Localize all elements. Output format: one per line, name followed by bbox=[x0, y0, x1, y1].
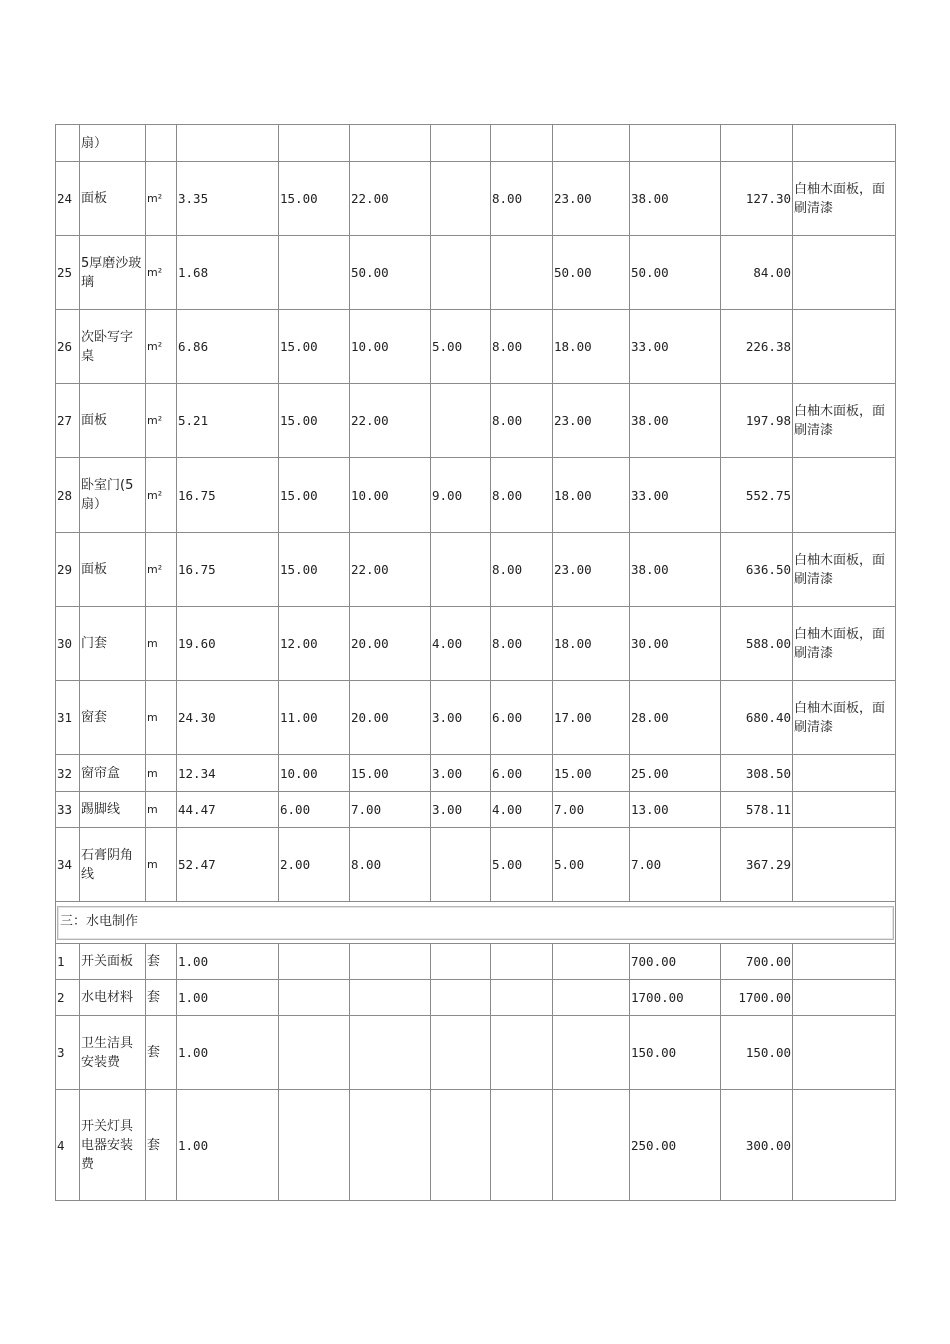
cell-no: 30 bbox=[56, 607, 80, 681]
cell-price: 25.00 bbox=[630, 755, 721, 792]
cell-c3 bbox=[431, 162, 491, 236]
cell-c4: 8.00 bbox=[491, 162, 553, 236]
cell-price: 30.00 bbox=[630, 607, 721, 681]
cell-qty: 16.75 bbox=[177, 533, 279, 607]
cell-price: 150.00 bbox=[630, 1016, 721, 1090]
cell-c3 bbox=[431, 1016, 491, 1090]
cell-price: 33.00 bbox=[630, 458, 721, 533]
cell-total: 300.00 bbox=[721, 1090, 793, 1201]
cell-c1: 15.00 bbox=[279, 310, 350, 384]
cell-c1: 10.00 bbox=[279, 755, 350, 792]
cell-total: 578.11 bbox=[721, 792, 793, 828]
cell-total: 588.00 bbox=[721, 607, 793, 681]
cell-c2: 20.00 bbox=[350, 681, 431, 755]
cell-qty: 1.00 bbox=[177, 1090, 279, 1201]
cell-unit: m² bbox=[146, 533, 177, 607]
cell-c3 bbox=[431, 980, 491, 1016]
cell-unit: m² bbox=[146, 458, 177, 533]
cell-c2: 22.00 bbox=[350, 533, 431, 607]
cell-c2: 22.00 bbox=[350, 384, 431, 458]
cell-total: 367.29 bbox=[721, 828, 793, 902]
cell-qty: 12.34 bbox=[177, 755, 279, 792]
cell-c1: 6.00 bbox=[279, 792, 350, 828]
cell-c5 bbox=[553, 1090, 630, 1201]
cell-price bbox=[630, 125, 721, 162]
cell-c5 bbox=[553, 980, 630, 1016]
table-row bbox=[56, 162, 896, 236]
cell-c1 bbox=[279, 125, 350, 162]
cell-total: 680.40 bbox=[721, 681, 793, 755]
cell-c5: 17.00 bbox=[553, 681, 630, 755]
cell-total: 84.00 bbox=[721, 236, 793, 310]
cell-c5 bbox=[553, 944, 630, 980]
table-row bbox=[56, 980, 896, 1016]
cell-c4: 8.00 bbox=[491, 607, 553, 681]
cell-total: 700.00 bbox=[721, 944, 793, 980]
cell-c4: 4.00 bbox=[491, 792, 553, 828]
cell-c2 bbox=[350, 944, 431, 980]
cell-name: 面板 bbox=[80, 162, 146, 236]
cell-note bbox=[793, 236, 896, 310]
cell-unit: m bbox=[146, 828, 177, 902]
table-row bbox=[56, 125, 896, 162]
cell-c2 bbox=[350, 1016, 431, 1090]
cell-total: 636.50 bbox=[721, 533, 793, 607]
cell-qty: 1.00 bbox=[177, 1016, 279, 1090]
cell-no: 29 bbox=[56, 533, 80, 607]
cell-unit: 套 bbox=[146, 944, 177, 980]
cell-c4 bbox=[491, 236, 553, 310]
cell-name: 面板 bbox=[80, 533, 146, 607]
table-row bbox=[56, 310, 896, 384]
cell-c2: 10.00 bbox=[350, 310, 431, 384]
cell-c2 bbox=[350, 125, 431, 162]
cell-total: 308.50 bbox=[721, 755, 793, 792]
cell-c2: 15.00 bbox=[350, 755, 431, 792]
cell-unit bbox=[146, 125, 177, 162]
cell-price: 38.00 bbox=[630, 384, 721, 458]
cell-c5 bbox=[553, 1016, 630, 1090]
cell-qty: 19.60 bbox=[177, 607, 279, 681]
cell-note bbox=[793, 755, 896, 792]
table-row bbox=[56, 458, 896, 533]
cell-price: 7.00 bbox=[630, 828, 721, 902]
cell-c3 bbox=[431, 1090, 491, 1201]
cell-c1: 15.00 bbox=[279, 384, 350, 458]
cell-name: 开关面板 bbox=[80, 944, 146, 980]
cell-c3 bbox=[431, 533, 491, 607]
cell-qty: 1.68 bbox=[177, 236, 279, 310]
cell-note bbox=[793, 828, 896, 902]
table-row bbox=[56, 384, 896, 458]
cell-c2: 8.00 bbox=[350, 828, 431, 902]
cell-c2 bbox=[350, 1090, 431, 1201]
cell-note: 白柚木面板，面刷清漆 bbox=[793, 607, 896, 681]
cell-c1 bbox=[279, 236, 350, 310]
cell-price: 250.00 bbox=[630, 1090, 721, 1201]
cell-note: 白柚木面板，面刷清漆 bbox=[793, 533, 896, 607]
cell-price: 28.00 bbox=[630, 681, 721, 755]
table-row bbox=[56, 792, 896, 828]
cell-unit: m² bbox=[146, 236, 177, 310]
cell-unit: m bbox=[146, 681, 177, 755]
cell-price: 700.00 bbox=[630, 944, 721, 980]
cell-c5: 23.00 bbox=[553, 162, 630, 236]
table-row bbox=[56, 236, 896, 310]
cell-c5: 5.00 bbox=[553, 828, 630, 902]
cell-c5: 18.00 bbox=[553, 310, 630, 384]
cell-unit: 套 bbox=[146, 1016, 177, 1090]
cell-no: 31 bbox=[56, 681, 80, 755]
cell-price: 50.00 bbox=[630, 236, 721, 310]
cell-name: 门套 bbox=[80, 607, 146, 681]
cell-c5: 18.00 bbox=[553, 458, 630, 533]
cell-qty: 1.00 bbox=[177, 944, 279, 980]
cell-no: 3 bbox=[56, 1016, 80, 1090]
cell-name: 窗帘盒 bbox=[80, 755, 146, 792]
cell-no: 2 bbox=[56, 980, 80, 1016]
cell-c2: 10.00 bbox=[350, 458, 431, 533]
cell-c3: 9.00 bbox=[431, 458, 491, 533]
cell-c5: 50.00 bbox=[553, 236, 630, 310]
cell-c2: 7.00 bbox=[350, 792, 431, 828]
cell-qty: 52.47 bbox=[177, 828, 279, 902]
cell-qty: 1.00 bbox=[177, 980, 279, 1016]
cell-no: 33 bbox=[56, 792, 80, 828]
table-row bbox=[56, 944, 896, 980]
cell-c5: 7.00 bbox=[553, 792, 630, 828]
cell-c1: 15.00 bbox=[279, 458, 350, 533]
cell-note bbox=[793, 310, 896, 384]
cell-c1 bbox=[279, 1090, 350, 1201]
cell-c4: 8.00 bbox=[491, 310, 553, 384]
table-row bbox=[56, 828, 896, 902]
cell-total: 226.38 bbox=[721, 310, 793, 384]
cell-price: 13.00 bbox=[630, 792, 721, 828]
cell-no: 4 bbox=[56, 1090, 80, 1201]
cell-c1: 2.00 bbox=[279, 828, 350, 902]
cell-name: 窗套 bbox=[80, 681, 146, 755]
cell-no: 32 bbox=[56, 755, 80, 792]
table-row bbox=[56, 755, 896, 792]
cell-total bbox=[721, 125, 793, 162]
cell-c1 bbox=[279, 944, 350, 980]
cell-total: 150.00 bbox=[721, 1016, 793, 1090]
cell-qty: 3.35 bbox=[177, 162, 279, 236]
cell-note bbox=[793, 1016, 896, 1090]
cell-c4: 8.00 bbox=[491, 458, 553, 533]
cell-name: 面板 bbox=[80, 384, 146, 458]
cell-price: 1700.00 bbox=[630, 980, 721, 1016]
cell-c4 bbox=[491, 1090, 553, 1201]
cell-name: 扇） bbox=[80, 125, 146, 162]
table-row bbox=[56, 533, 896, 607]
table-body bbox=[56, 125, 896, 1201]
cell-c3: 3.00 bbox=[431, 681, 491, 755]
section-title: 三：水电制作 bbox=[57, 906, 894, 940]
cell-c4 bbox=[491, 980, 553, 1016]
cell-name: 水电材料 bbox=[80, 980, 146, 1016]
cell-no: 25 bbox=[56, 236, 80, 310]
cell-price: 33.00 bbox=[630, 310, 721, 384]
cell-c1: 12.00 bbox=[279, 607, 350, 681]
cell-c1: 15.00 bbox=[279, 533, 350, 607]
cell-c3 bbox=[431, 125, 491, 162]
cell-c1: 15.00 bbox=[279, 162, 350, 236]
cell-note: 白柚木面板，面刷清漆 bbox=[793, 162, 896, 236]
cell-note bbox=[793, 944, 896, 980]
cell-name: 5厚磨沙玻璃 bbox=[80, 236, 146, 310]
cell-c3 bbox=[431, 944, 491, 980]
quote-table bbox=[55, 124, 896, 1201]
cell-c2: 50.00 bbox=[350, 236, 431, 310]
cell-c5: 23.00 bbox=[553, 384, 630, 458]
cell-name: 石膏阴角线 bbox=[80, 828, 146, 902]
cell-c3: 3.00 bbox=[431, 755, 491, 792]
cell-c1 bbox=[279, 980, 350, 1016]
table-row bbox=[56, 1090, 896, 1201]
cell-c4: 8.00 bbox=[491, 533, 553, 607]
cell-c5 bbox=[553, 125, 630, 162]
cell-c3 bbox=[431, 384, 491, 458]
cell-no bbox=[56, 125, 80, 162]
cell-c1 bbox=[279, 1016, 350, 1090]
cell-no: 24 bbox=[56, 162, 80, 236]
cell-qty bbox=[177, 125, 279, 162]
cell-name: 卫生洁具安装费 bbox=[80, 1016, 146, 1090]
cell-note: 白柚木面板，面刷清漆 bbox=[793, 384, 896, 458]
cell-c4 bbox=[491, 1016, 553, 1090]
cell-c4: 6.00 bbox=[491, 755, 553, 792]
cell-name: 开关灯具电器安装费 bbox=[80, 1090, 146, 1201]
cell-note bbox=[793, 458, 896, 533]
table-row bbox=[56, 681, 896, 755]
section-row bbox=[56, 902, 896, 944]
cell-c3: 5.00 bbox=[431, 310, 491, 384]
cell-total: 552.75 bbox=[721, 458, 793, 533]
cell-price: 38.00 bbox=[630, 162, 721, 236]
cell-no: 27 bbox=[56, 384, 80, 458]
cell-c5: 15.00 bbox=[553, 755, 630, 792]
cell-note bbox=[793, 980, 896, 1016]
cell-unit: m bbox=[146, 792, 177, 828]
cell-qty: 24.30 bbox=[177, 681, 279, 755]
cell-c5: 18.00 bbox=[553, 607, 630, 681]
cell-note: 白柚木面板，面刷清漆 bbox=[793, 681, 896, 755]
cell-unit: m bbox=[146, 755, 177, 792]
cell-c4: 8.00 bbox=[491, 384, 553, 458]
cell-note bbox=[793, 792, 896, 828]
cell-no: 28 bbox=[56, 458, 80, 533]
cell-c3: 4.00 bbox=[431, 607, 491, 681]
cell-note bbox=[793, 1090, 896, 1201]
cell-c3 bbox=[431, 236, 491, 310]
cell-price: 38.00 bbox=[630, 533, 721, 607]
cell-note bbox=[793, 125, 896, 162]
cell-c2: 20.00 bbox=[350, 607, 431, 681]
cell-name: 次卧写字桌 bbox=[80, 310, 146, 384]
cell-unit: m² bbox=[146, 310, 177, 384]
cell-c3 bbox=[431, 828, 491, 902]
table-row bbox=[56, 1016, 896, 1090]
cell-total: 1700.00 bbox=[721, 980, 793, 1016]
cell-unit: m bbox=[146, 607, 177, 681]
cell-c2: 22.00 bbox=[350, 162, 431, 236]
cell-c4 bbox=[491, 125, 553, 162]
cell-no: 26 bbox=[56, 310, 80, 384]
cell-no: 1 bbox=[56, 944, 80, 980]
cell-no: 34 bbox=[56, 828, 80, 902]
cell-total: 197.98 bbox=[721, 384, 793, 458]
table-row bbox=[56, 607, 896, 681]
cell-unit: 套 bbox=[146, 980, 177, 1016]
cell-c4: 6.00 bbox=[491, 681, 553, 755]
cell-qty: 5.21 bbox=[177, 384, 279, 458]
cell-unit: 套 bbox=[146, 1090, 177, 1201]
cell-c2 bbox=[350, 980, 431, 1016]
cell-unit: m² bbox=[146, 384, 177, 458]
cell-name: 踢脚线 bbox=[80, 792, 146, 828]
cell-c4: 5.00 bbox=[491, 828, 553, 902]
cell-qty: 44.47 bbox=[177, 792, 279, 828]
cell-c4 bbox=[491, 944, 553, 980]
section-cell bbox=[56, 902, 896, 944]
cell-c5: 23.00 bbox=[553, 533, 630, 607]
cell-qty: 6.86 bbox=[177, 310, 279, 384]
cell-c1: 11.00 bbox=[279, 681, 350, 755]
cell-unit: m² bbox=[146, 162, 177, 236]
cell-c3: 3.00 bbox=[431, 792, 491, 828]
cell-qty: 16.75 bbox=[177, 458, 279, 533]
cell-total: 127.30 bbox=[721, 162, 793, 236]
cell-name: 卧室门(5扇） bbox=[80, 458, 146, 533]
